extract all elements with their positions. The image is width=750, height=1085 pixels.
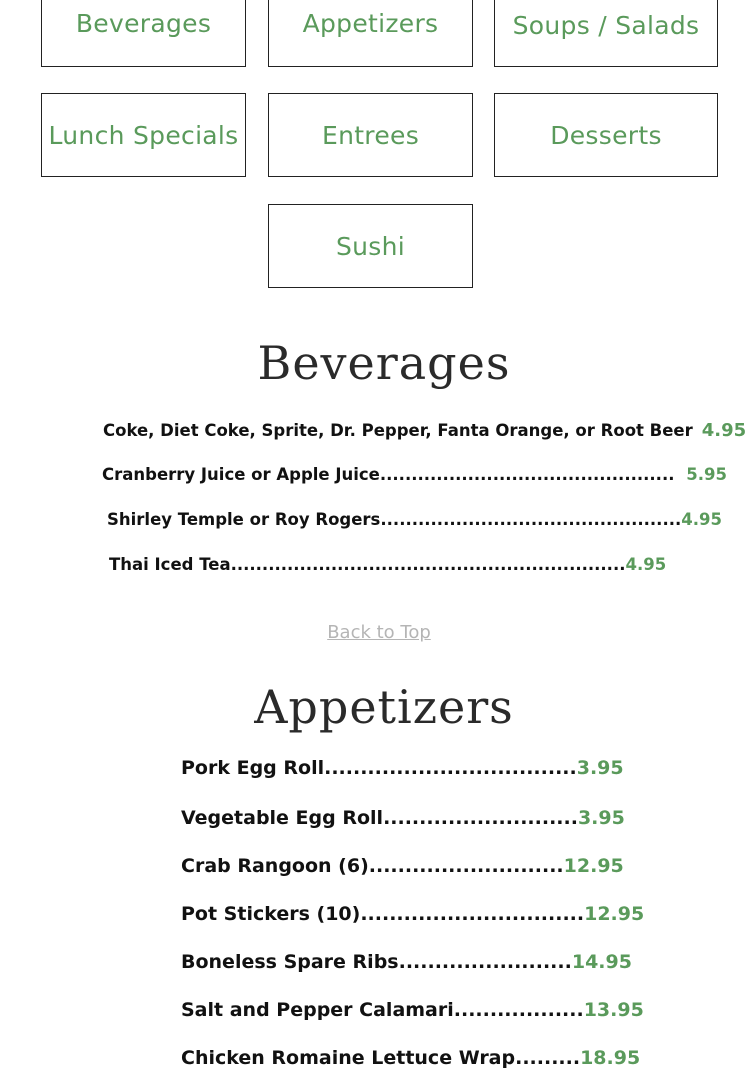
- menu-item-name: Shirley Temple or Roy Rogers: [107, 510, 381, 529]
- menu-item: [181, 757, 624, 779]
- menu-item-name: Boneless Spare Ribs: [181, 951, 399, 973]
- nav-button-beverages[interactable]: [41, 0, 246, 67]
- menu-item-name: Thai Iced Tea: [109, 555, 231, 574]
- menu-item-price: 4.95: [625, 555, 667, 574]
- menu-item-price: 18.95: [580, 1047, 641, 1069]
- menu-item: [181, 855, 624, 877]
- menu-item-price: 3.95: [577, 807, 625, 829]
- menu-item-name: Cranberry Juice or Apple Juice: [102, 465, 380, 484]
- menu-item: [181, 951, 632, 973]
- menu-item-name: Pork Egg Roll: [181, 757, 325, 779]
- section-title-beverages: Beverages: [257, 336, 511, 390]
- menu-item-leader: ...............................: [360, 903, 585, 925]
- menu-item-leader: .........: [515, 1047, 581, 1069]
- menu-item-leader: ...................................: [324, 757, 577, 779]
- menu-item-price: 4.95: [701, 420, 747, 441]
- menu-item-name: Pot Stickers (10): [181, 903, 361, 925]
- menu-item-name: Vegetable Egg Roll: [181, 807, 384, 829]
- nav-button-label: Sushi: [335, 231, 406, 261]
- nav-button-label: Appetizers: [302, 9, 439, 38]
- menu-item-leader: ..................: [453, 999, 584, 1021]
- menu-item-name: Salt and Pepper Calamari: [181, 999, 454, 1021]
- menu-item-price: 5.95: [686, 465, 727, 484]
- menu-item-price: 13.95: [583, 999, 644, 1021]
- menu-item: [181, 999, 644, 1021]
- menu-item-price: 3.95: [576, 757, 624, 779]
- nav-button-label: Entrees: [321, 120, 420, 150]
- menu-item: [181, 1047, 640, 1069]
- menu-item-price: 12.95: [563, 855, 624, 877]
- menu-item-name: Crab Rangoon (6): [181, 855, 369, 877]
- back-to-top-link[interactable]: Back to Top: [327, 622, 431, 643]
- section-title-appetizers: Appetizers: [254, 680, 514, 734]
- nav-button-label: Desserts: [550, 120, 662, 150]
- menu-item: [109, 555, 666, 574]
- nav-button-entrees[interactable]: [268, 93, 473, 177]
- menu-item-leader: ...........................: [383, 807, 578, 829]
- nav-button-desserts[interactable]: [494, 93, 718, 177]
- nav-button-label: Beverages: [75, 9, 212, 38]
- menu-item: [103, 420, 746, 441]
- menu-item-leader: ...............................................: [379, 465, 681, 484]
- menu-item-leader: ................................................: [380, 510, 682, 529]
- menu-item-price: 14.95: [571, 951, 632, 973]
- menu-item-leader: ...............................................................: [230, 555, 626, 574]
- menu-item-leader: ........................: [398, 951, 572, 973]
- nav-button-label: Lunch Specials: [48, 120, 239, 150]
- nav-button-appetizers[interactable]: [268, 0, 473, 67]
- menu-item-leader: ...........................: [368, 855, 564, 877]
- menu-item: [181, 903, 644, 925]
- menu-item-name: Chicken Romaine Lettuce Wrap: [181, 1047, 516, 1069]
- nav-button-label: Soups / Salads: [512, 11, 700, 40]
- menu-item: [107, 510, 722, 529]
- menu-item: [181, 807, 625, 829]
- menu-item: [102, 465, 727, 484]
- nav-button-soups-salads[interactable]: [494, 0, 718, 67]
- menu-item-name: Coke, Diet Coke, Sprite, Dr. Pepper, Fanta Orange, or Root Beer: [103, 421, 693, 440]
- nav-button-lunch-specials[interactable]: [41, 93, 246, 177]
- nav-button-sushi[interactable]: [268, 204, 473, 288]
- menu-item-price: 4.95: [681, 510, 722, 529]
- menu-item-price: 12.95: [584, 903, 645, 925]
